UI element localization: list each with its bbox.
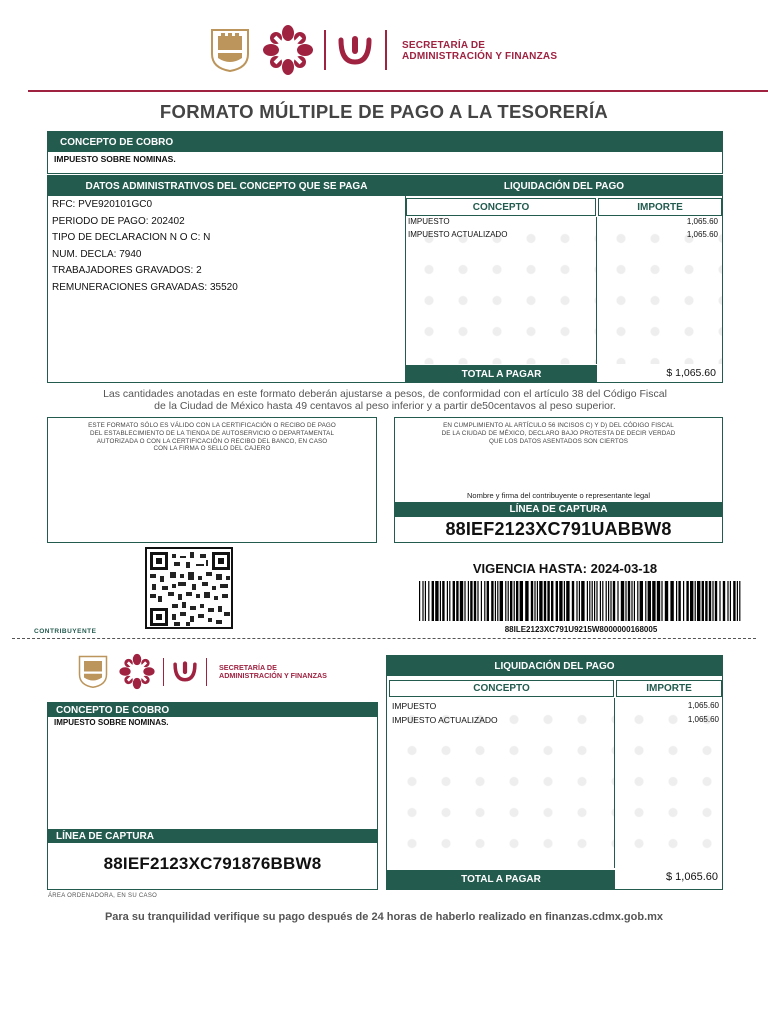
col-importe-header: IMPORTE (598, 198, 722, 216)
row-2-concepto: IMPUESTO ACTUALIZADO (408, 230, 508, 239)
liquidacion-row-2 (408, 230, 718, 239)
qr-code-icon (150, 552, 230, 626)
importe-column (598, 217, 722, 364)
row-1-concepto: IMPUESTO (408, 217, 450, 226)
header-divider (28, 90, 768, 92)
legal-right-line-3: QUE LOS DATOS ASENTADOS SON CIERTOS (488, 437, 629, 445)
lower-row-2-concepto: IMPUESTO ACTUALIZADO (392, 715, 498, 725)
concepto-column (406, 217, 597, 364)
lower-row-1-importe: 1,065.60 (687, 701, 719, 710)
total-label: TOTAL A PAGAR (406, 365, 597, 383)
legal-left-line-4: CON LA FIRMA O SELLO DEL CAJERO (153, 445, 271, 453)
lower-liquidacion-section (386, 655, 723, 890)
footer-note: Para su tranquilidad verifique su pago después de 24 horas de haberlo realizado en finanzas.cdmx.gob.mx (104, 911, 664, 923)
lower-secretaria-title (219, 664, 327, 680)
total-value: $ 1,065.60 (666, 367, 716, 379)
barcode-text: 88ILE2123XC791U9215W8000000168005 (504, 625, 658, 634)
lower-concepto-section (47, 702, 378, 890)
cdmx-shield-icon (210, 28, 250, 72)
cdmx-shield-small-icon (78, 655, 108, 688)
datos-admin-section (47, 175, 406, 383)
form-title: FORMATO MÚLTIPLE DE PAGO A LA TESORERÍA (159, 101, 609, 122)
datos-tipo-declaracion: TIPO DE DECLARACION N O C: N (52, 232, 211, 243)
datos-num-decla: NUM. DECLA: 7940 (52, 248, 142, 260)
legal-left-line-1: ESTE FORMATO SÓLO ES VÁLIDO CON LA CERTIFICACIÓN O RECIBO DE PAGO (88, 422, 336, 429)
lower-row-2-importe: 1,065.60 (687, 715, 719, 724)
concepto-cobro-value: IMPUESTO SOBRE NOMINAS. (54, 154, 176, 164)
rounding-note-line-1: Las cantidades anotadas en este formato deberán ajustarse a pesos, de conformidad con el artículo 38 del Código Fiscal (103, 388, 667, 400)
datos-trabajadores: TRABAJADORES GRAVADOS: 2 (52, 265, 202, 276)
cut-line (12, 638, 756, 639)
lower-secretaria-line-1: SECRETARÍA DE (219, 663, 277, 672)
linea-captura-label: LÍNEA DE CAPTURA (395, 502, 722, 517)
lower-concepto-value: IMPUESTO SOBRE NOMINAS. (54, 718, 169, 727)
rounding-note-line-2: de la Ciudad de México hasta 49 centavos al peso inferior y a partir de50centavos al peso superior. (154, 400, 616, 412)
barcode-icon (419, 581, 743, 621)
qr-code (145, 547, 233, 629)
contribuyente-label: CONTRIBUYENTE (34, 628, 97, 635)
liquidacion-row-1 (408, 217, 718, 226)
legal-right-line-1: EN CUMPLIMIENTO AL ARTÍCULO 56 INCISOS C) Y D) DEL CÓDIGO FISCAL (443, 422, 674, 429)
lower-linea-captura-code: 88IEF2123XC791876BBW8 (103, 854, 322, 873)
datos-rfc: RFC: PVE920101GC0 (52, 199, 153, 210)
lower-col-concepto-header: CONCEPTO (389, 680, 614, 697)
datos-remuneraciones: REMUNERACIONES GRAVADAS: 35520 (52, 281, 238, 293)
cdmx-logo-icon (261, 24, 315, 76)
lower-total-label: TOTAL A PAGAR (387, 870, 615, 889)
secretaria-logo-small-icon (172, 660, 198, 684)
area-label: ÁREA ORDENADORA, EN SU CASO (48, 893, 158, 899)
lower-row-1-concepto: IMPUESTO (392, 701, 437, 711)
vigencia: VIGENCIA HASTA: 2024-03-18 (472, 561, 658, 576)
header-logos (205, 22, 575, 78)
lower-liquidacion-label: LIQUIDACIÓN DEL PAGO (387, 656, 722, 676)
legal-left-line-2: DEL ESTABLECIMIENTO DE LA TIENDA DE AUTOSERVICIO O DEPARTAMENTAL (89, 429, 335, 437)
secretaria-logo-icon (337, 34, 373, 68)
col-concepto-header: CONCEPTO (406, 198, 596, 216)
concepto-cobro-label: CONCEPTO DE COBRO (48, 132, 722, 152)
datos-periodo: PERIODO DE PAGO: 202402 (52, 215, 185, 227)
legal-right-line-2: DE LA CIUDAD DE MÉXICO, DECLARO BAJO PROTESTA DE DECIR VERDAD (441, 429, 676, 437)
lower-liquidacion-row-1 (392, 701, 719, 711)
lower-liquidacion-row-2 (392, 715, 719, 725)
legal-left-box (47, 417, 377, 543)
cdmx-logo-small-icon (118, 653, 156, 690)
secretaria-title (402, 40, 557, 62)
lower-col-importe-header: IMPORTE (616, 680, 722, 697)
lower-concepto-label: CONCEPTO DE COBRO (48, 703, 377, 717)
row-2-importe: 1,065.60 (686, 230, 718, 239)
signature-label: Nombre y firma del contribuyente o representante legal (466, 491, 650, 500)
barcode (419, 581, 743, 621)
lower-linea-captura-label: LÍNEA DE CAPTURA (48, 829, 377, 843)
lower-header-logos (76, 652, 356, 692)
linea-captura-code: 88IEF2123XC791UABBW8 (445, 519, 672, 539)
datos-admin-label: DATOS ADMINISTRATIVOS DEL CONCEPTO QUE SE PAGA (48, 176, 405, 196)
liquidacion-label: LIQUIDACIÓN DEL PAGO (406, 176, 722, 196)
lower-total-value: $ 1,065.60 (666, 871, 718, 883)
secretaria-line-2: ADMINISTRACIÓN Y FINANZAS (402, 51, 558, 62)
concepto-cobro-section (47, 131, 723, 174)
row-1-importe: 1,065.60 (686, 217, 718, 226)
secretaria-line-1: SECRETARÍA DE (402, 40, 486, 51)
legal-left-line-3: AUTORIZADA O CON LA CERTIFICACIÓN O RECIBO DEL BANCO, EN CASO (96, 437, 328, 445)
liquidacion-section (406, 175, 723, 383)
lower-secretaria-line-2: ADMINISTRACIÓN Y FINANZAS (219, 671, 327, 680)
datos-admin-list (48, 196, 405, 297)
rounding-note (47, 388, 723, 412)
legal-right-box (394, 417, 723, 543)
